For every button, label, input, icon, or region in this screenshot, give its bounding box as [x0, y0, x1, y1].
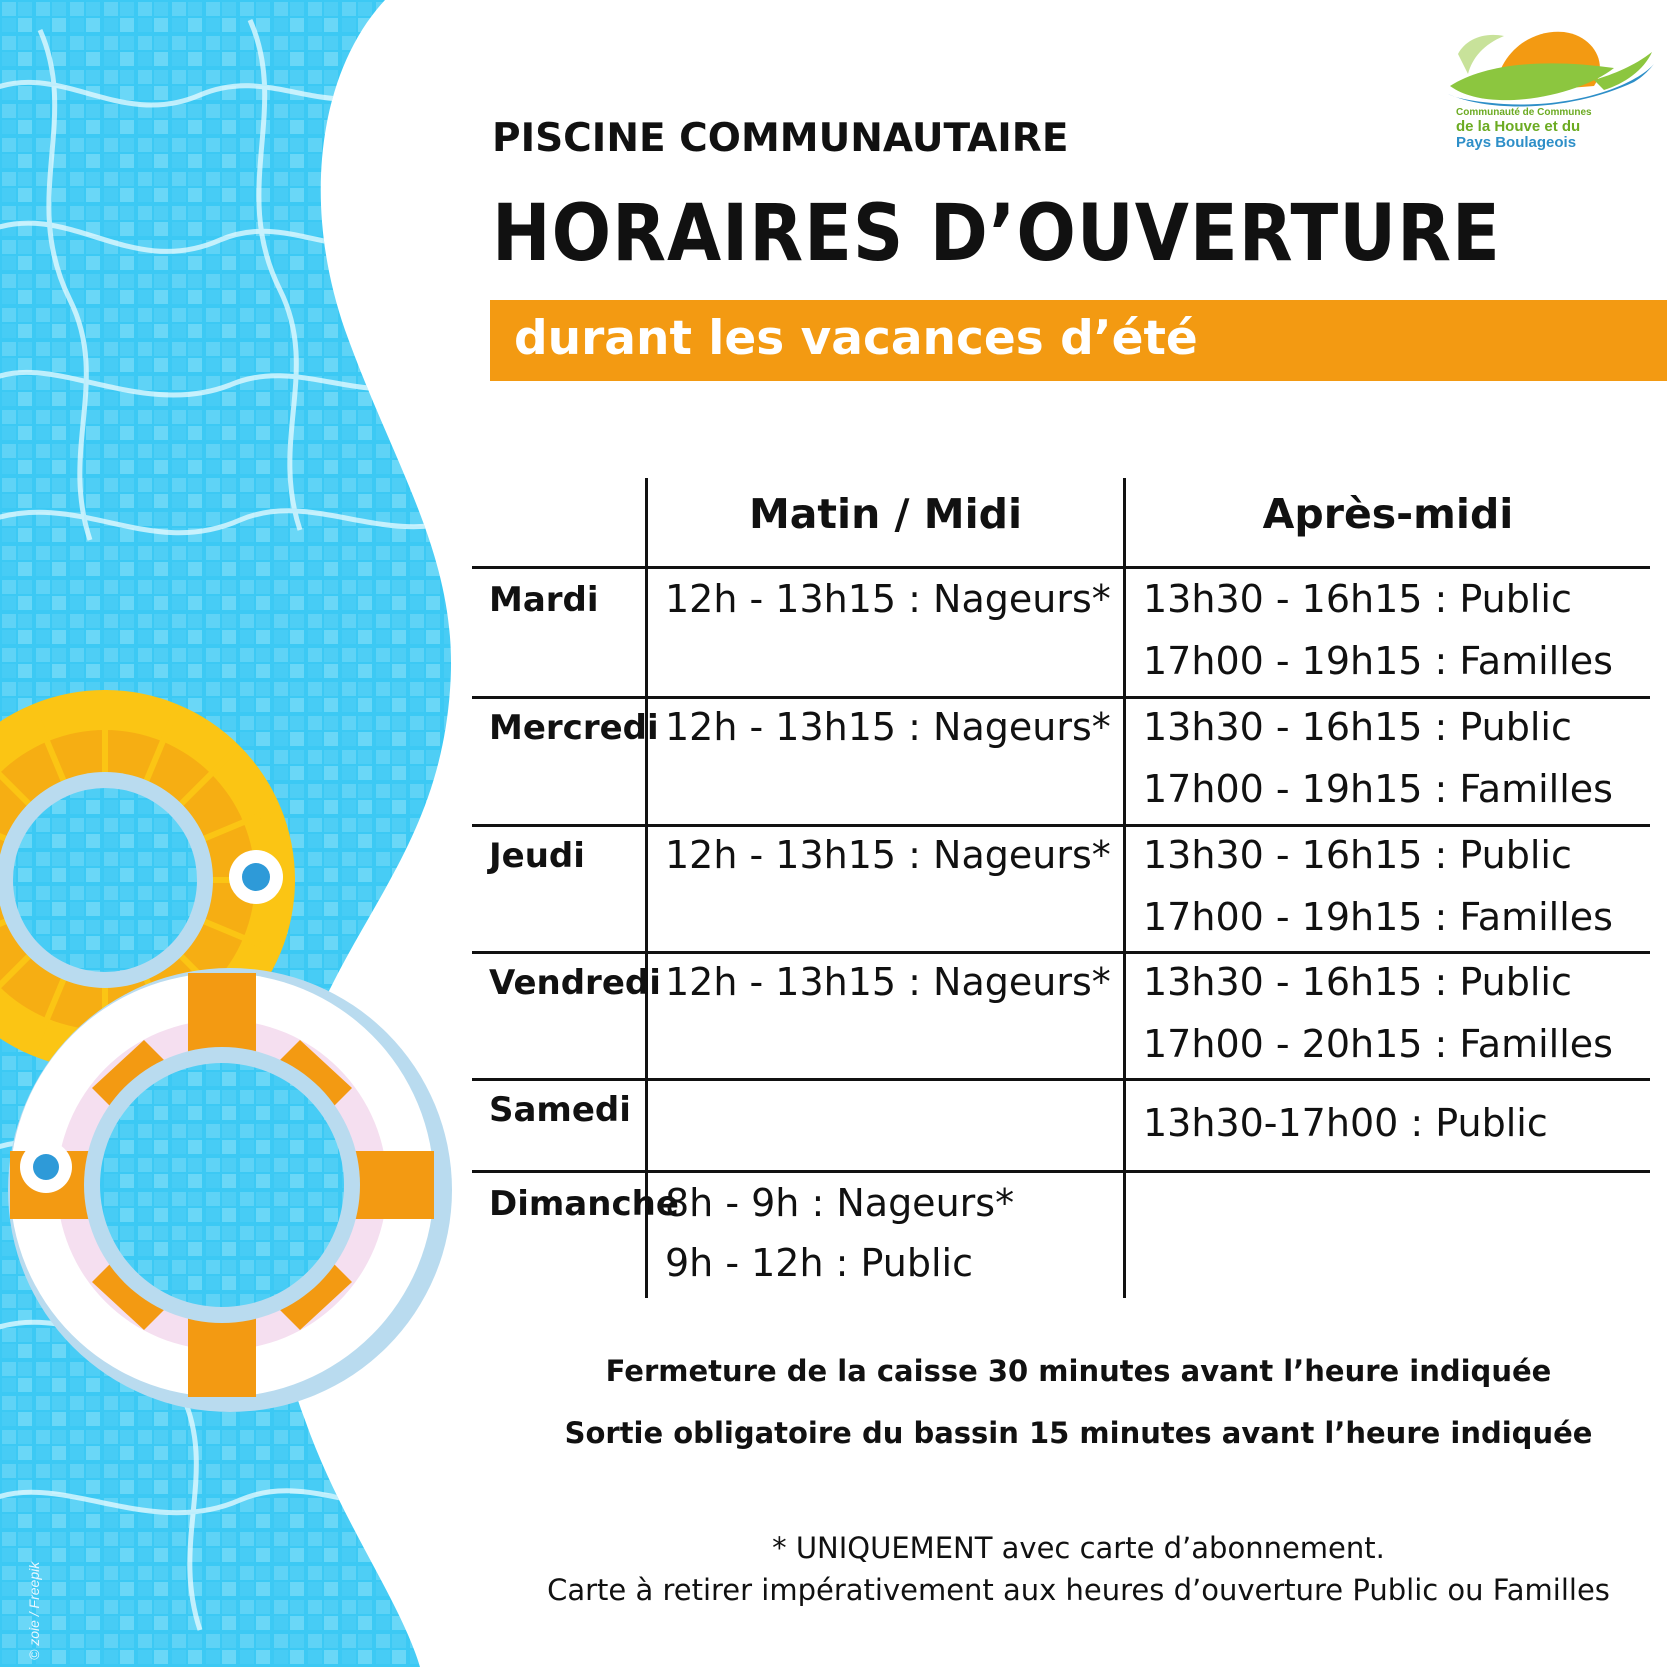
morning-slot: 9h - 12h : Public — [665, 1241, 973, 1285]
day-label: Mardi — [489, 580, 599, 620]
morning-slot: 12h - 13h15 : Nageurs* — [665, 705, 1111, 749]
pool-exit-note: Sortie obligatoire du bassin 15 minutes avant l’heure indiquée — [564, 1416, 1593, 1450]
morning-slot: 8h - 9h : Nageurs* — [665, 1181, 1015, 1225]
page-title: HORAIRES D’OUVERTURE — [492, 187, 1501, 280]
column-header-afternoon: Après-midi — [1262, 490, 1514, 538]
footnote-subscription: * UNIQUEMENT avec carte d’abonnement. — [772, 1531, 1385, 1565]
table-divider — [645, 478, 648, 1298]
afternoon-slot: 13h30 - 16h15 : Public — [1143, 960, 1572, 1004]
table-divider — [472, 566, 1650, 569]
morning-slot: 12h - 13h15 : Nageurs* — [665, 577, 1111, 621]
day-label: Vendredi — [489, 963, 661, 1003]
logo — [1444, 24, 1654, 154]
table-divider — [472, 824, 1650, 827]
afternoon-slot: 13h30 - 16h15 : Public — [1143, 705, 1572, 749]
orange-white-lifebuoy-icon — [8, 968, 452, 1412]
afternoon-slot: 17h00 - 20h15 : Familles — [1143, 1022, 1613, 1066]
cashier-closing-note: Fermeture de la caisse 30 minutes avant l’heure indiquée — [605, 1354, 1552, 1388]
morning-slot: 12h - 13h15 : Nageurs* — [665, 960, 1111, 1004]
table-divider — [472, 1170, 1650, 1173]
afternoon-slot: 17h00 - 19h15 : Familles — [1143, 639, 1613, 683]
schedule-table — [472, 478, 1650, 1298]
day-label: Mercredi — [489, 708, 659, 748]
logo-line-2: de la Houve et du — [1456, 118, 1581, 135]
table-divider — [472, 696, 1650, 699]
table-divider — [472, 1078, 1650, 1081]
table-divider — [1123, 478, 1126, 1298]
morning-slot: 12h - 13h15 : Nageurs* — [665, 833, 1111, 877]
afternoon-slot: 13h30 - 16h15 : Public — [1143, 833, 1572, 877]
afternoon-slot: 13h30 - 16h15 : Public — [1143, 577, 1572, 621]
day-label: Samedi — [489, 1090, 631, 1130]
sun-landscape-logo-icon — [1444, 24, 1654, 108]
period-banner-text: durant les vacances d’été — [514, 311, 1198, 366]
day-label: Dimanche — [489, 1184, 679, 1224]
image-credit: © zoie / Freepik — [26, 1561, 42, 1660]
footnote-card-pickup: Carte à retirer impérativement aux heures d’ouverture Public ou Familles — [547, 1573, 1610, 1607]
afternoon-slot: 17h00 - 19h15 : Familles — [1143, 767, 1613, 811]
logo-line-1: Communauté de Communes — [1456, 107, 1592, 118]
afternoon-slot: 17h00 - 19h15 : Familles — [1143, 895, 1613, 939]
logo-line-3: Pays Boulageois — [1456, 134, 1577, 151]
period-banner — [490, 300, 1667, 381]
column-header-morning: Matin / Midi — [748, 490, 1023, 538]
afternoon-slot: 13h30-17h00 : Public — [1143, 1101, 1548, 1145]
day-label: Jeudi — [489, 836, 585, 876]
page-subtitle: PISCINE COMMUNAUTAIRE — [492, 116, 1069, 161]
table-divider — [472, 951, 1650, 954]
